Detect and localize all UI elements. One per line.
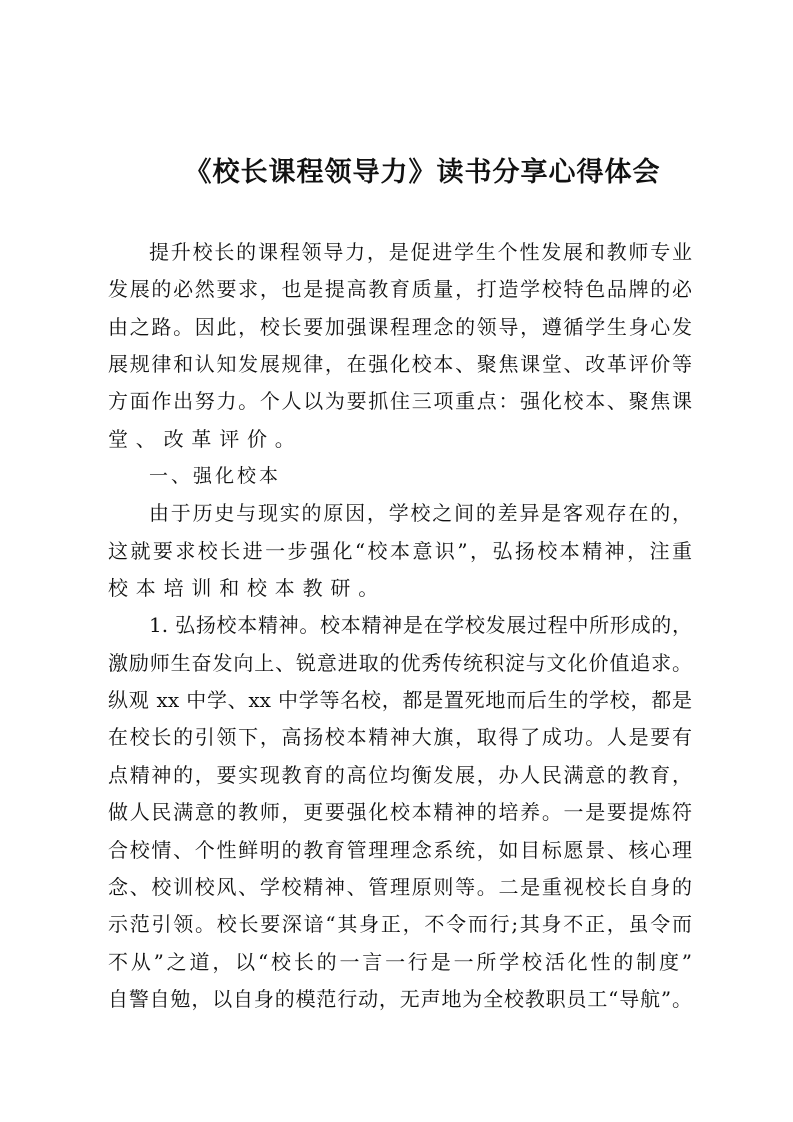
text-line: 做人民满意的教师，更要强化校本精神的培养。一是要提炼符 <box>108 800 692 825</box>
text-line: 由之路。因此，校长要加强课程理念的领导，遵循学生身心发 <box>108 314 692 339</box>
text-line: 不从”之道，以“校长的一言一行是一所学校活化性的制度” <box>108 949 692 974</box>
text-line: 念、校训校风、学校精神、管理原则等。二是重视校长自身的 <box>108 874 692 899</box>
text-line: 提升校长的课程领导力，是促进学生个性发展和教师专业 <box>149 240 692 264</box>
text-line: 这就要求校长进一步强化“校本意识”，弘扬校本精神，注重 <box>108 538 692 563</box>
text-line: 激励师生奋发向上、锐意进取的优秀传统积淀与文化价值追求。 <box>108 650 692 675</box>
text-line: 校本培训和校本教研。 <box>108 576 386 601</box>
document-title: 《校长课程领导力》读书分享心得体会 <box>184 157 661 188</box>
text-line: 堂、改革评价。 <box>108 426 303 451</box>
text-line: 合校情、个性鲜明的教育管理理念系统，如目标愿景、核心理 <box>108 837 692 862</box>
text-line: 示范引领。校长要深谙“其身正，不令而行;其身不正，虽令而 <box>108 912 692 937</box>
text-line: 展规律和认知发展规律，在强化校本、聚焦课堂、改革评价等 <box>108 352 692 377</box>
text-line: 在校长的引领下，高扬校本精神大旗，取得了成功。人是要有 <box>108 725 692 750</box>
text-line: 1. 弘扬校本精神。校本精神是在学校发展过程中所形成的， <box>149 613 692 638</box>
text-line: 发展的必然要求，也是提高教育质量，打造学校特色品牌的必 <box>108 277 692 302</box>
text-line: 自警自勉，以自身的模范行动，无声地为全校教职员工“导航”。 <box>108 986 692 1011</box>
text-line: 点精神的，要实现教育的高位均衡发展，办人民满意的教育， <box>108 762 692 787</box>
text-line: 纵观 xx 中学、xx 中学等名校，都是置死地而后生的学校，都是 <box>108 688 692 713</box>
text-line: 由于历史与现实的原因，学校之间的差异是客观存在的， <box>149 501 692 526</box>
document-body <box>108 234 692 1018</box>
section-heading: 一、强化校本 <box>149 465 282 488</box>
text-line: 方面作出努力。个人以为要抓住三项重点：强化校本、聚焦课 <box>108 389 692 414</box>
